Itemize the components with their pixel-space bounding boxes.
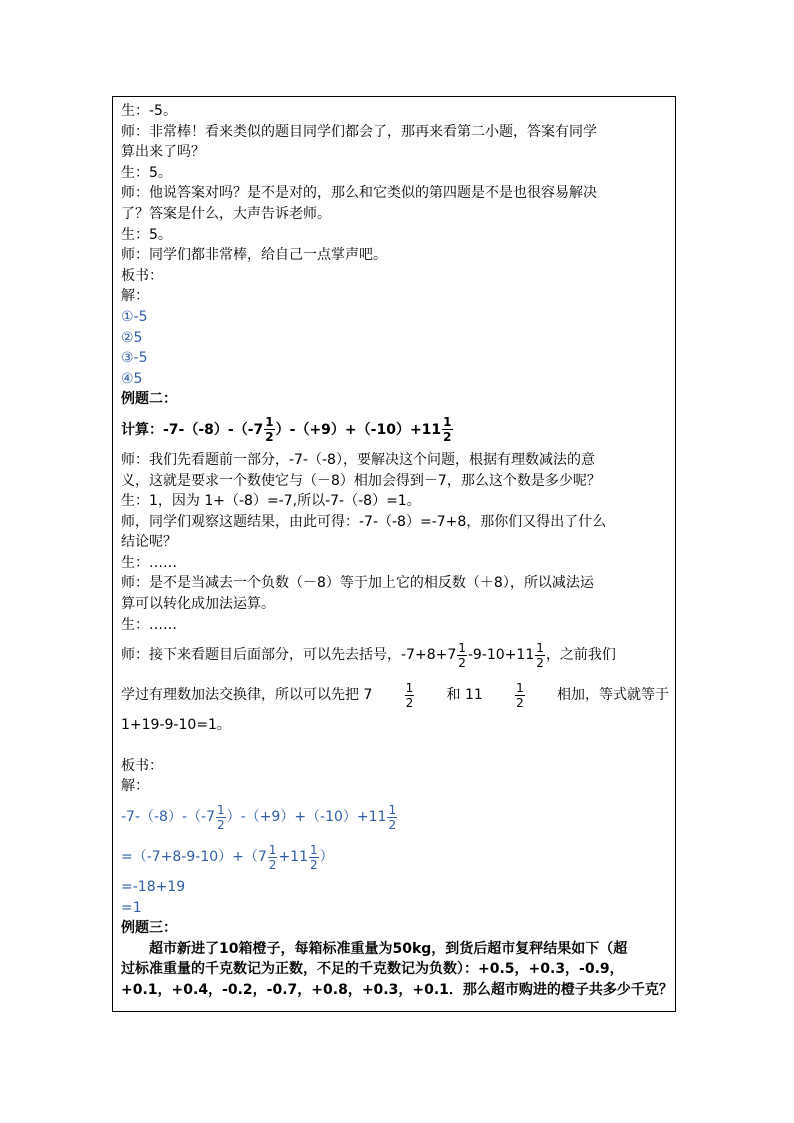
lesson-plan-cell [112,96,676,1012]
teacher-line: 师，同学们观察这题结果，由此可得：-7-（-8）=-7+8，那你们又得出了什么 [121,513,607,530]
solution-step: =（-7+8-9-10）+（7 $\frac{1}{2}$ +11 $\frac{1}{2}$ ） [121,842,334,872]
teacher-line-cont: 算可以转化成加法运算。 [121,596,275,613]
teacher-line-cont: 学过有理数加法交换律，所以可以先把 7 $\frac{1}{2}$ 和 11 $\frac{1}{2}$ 相加，等式就等于 [121,680,669,710]
teacher-line-cont: 1+19-9-10=1。 [121,717,231,734]
solution-step: =-18+19 [121,879,186,896]
board-label: 板书： [121,757,163,774]
fraction-half: $\frac{1}{2}$ [216,802,225,832]
fraction-half: $\frac{1}{2}$ [536,640,544,670]
teacher-line: 师：是不是当减去一个负数（－8）等于加上它的相反数（＋8），所以减法运 [121,575,594,592]
student-reply: 生：…… [121,554,177,571]
answer-item: ④5 [121,370,143,387]
solution-step: =1 [121,899,142,916]
fraction-half: $\frac{1}{2}$ [265,415,274,445]
fraction-half: $\frac{1}{2}$ [309,842,318,872]
teacher-line-cont: 算出来了吗？ [121,144,205,161]
student-reply: 生：1，因为 1+（-8）=-7,所以-7-（-8）=1。 [121,493,421,510]
fraction-half: $\frac{1}{2}$ [268,842,277,872]
fraction-half: $\frac{1}{2}$ [443,415,452,445]
answer-item: ②5 [121,329,143,346]
fraction-half: $\frac{1}{2}$ [458,640,466,670]
teacher-line-cont: 了？答案是什么，大声告诉老师。 [121,205,331,222]
board-label: 板书： [121,267,163,284]
fraction-half: $\frac{1}{2}$ [388,802,397,832]
solution-label: 解： [121,778,149,795]
answer-item: ①-5 [121,308,148,325]
solution-step: -7-（-8）-（-7 $\frac{1}{2}$ ）-（+9）+（-10）+11 $\frac{1}{2}$ [121,802,397,832]
student-reply: 生：5。 [121,164,172,181]
example-3-title: 例题三： [121,920,177,937]
teacher-line: 师：他说答案对吗？是不是对的，那么和它类似的第四题是不是也很容易解决 [121,185,597,202]
teacher-line-cont: 义，这就是要求一个数使它与（－8）相加会得到－7，那么这个数是多少呢？ [121,472,601,489]
example-3-problem-cont: 过标准重量的千克数记为正数，不足的千克数记为负数）：+0.5，+0.3，-0.9， [121,961,624,978]
problem-text: ）-（+9）+（-10）+11 [275,421,442,438]
problem-text: 计算：-7-（-8）-（-7 [121,421,264,438]
example-2-problem [121,410,669,450]
example-2-title: 例题二： [121,391,177,408]
fraction-half: $\frac{1}{2}$ [405,680,414,710]
teacher-line-cont: 结论呢？ [121,534,177,551]
student-reply: 生：-5。 [121,103,177,119]
example-3-problem: 超市新进了10箱橙子，每箱标准重量为50kg，到货后超市复秤结果如下（超 [149,940,628,957]
solution-label: 解： [121,288,149,305]
fraction-half: $\frac{1}{2}$ [516,680,524,710]
teacher-line: 师：同学们都非常棒，给自己一点掌声吧。 [121,247,387,264]
example-3-problem-cont: +0.1，+0.4，-0.2，-0.7，+0.8，+0.3，+0.1．那么超市购进的橙子共多少千克？ [121,982,673,998]
teacher-line: 师：我们先看题前一部分，-7-（-8），要解决这个问题，根据有理数减法的意 [121,451,595,468]
answer-item: ③-5 [121,350,148,367]
teacher-line: 师：非常棒！看来类似的题目同学们都会了，那再来看第二小题，答案有同学 [121,123,597,140]
teacher-line: 师：接下来看题目后面部分，可以先去括号，-7+8+7 $\frac{1}{2}$ -9-10+11 $\frac{1}{2}$ ，之前我们 [121,640,616,670]
student-reply: 生：5。 [121,226,172,243]
student-reply: 生：…… [121,616,177,633]
